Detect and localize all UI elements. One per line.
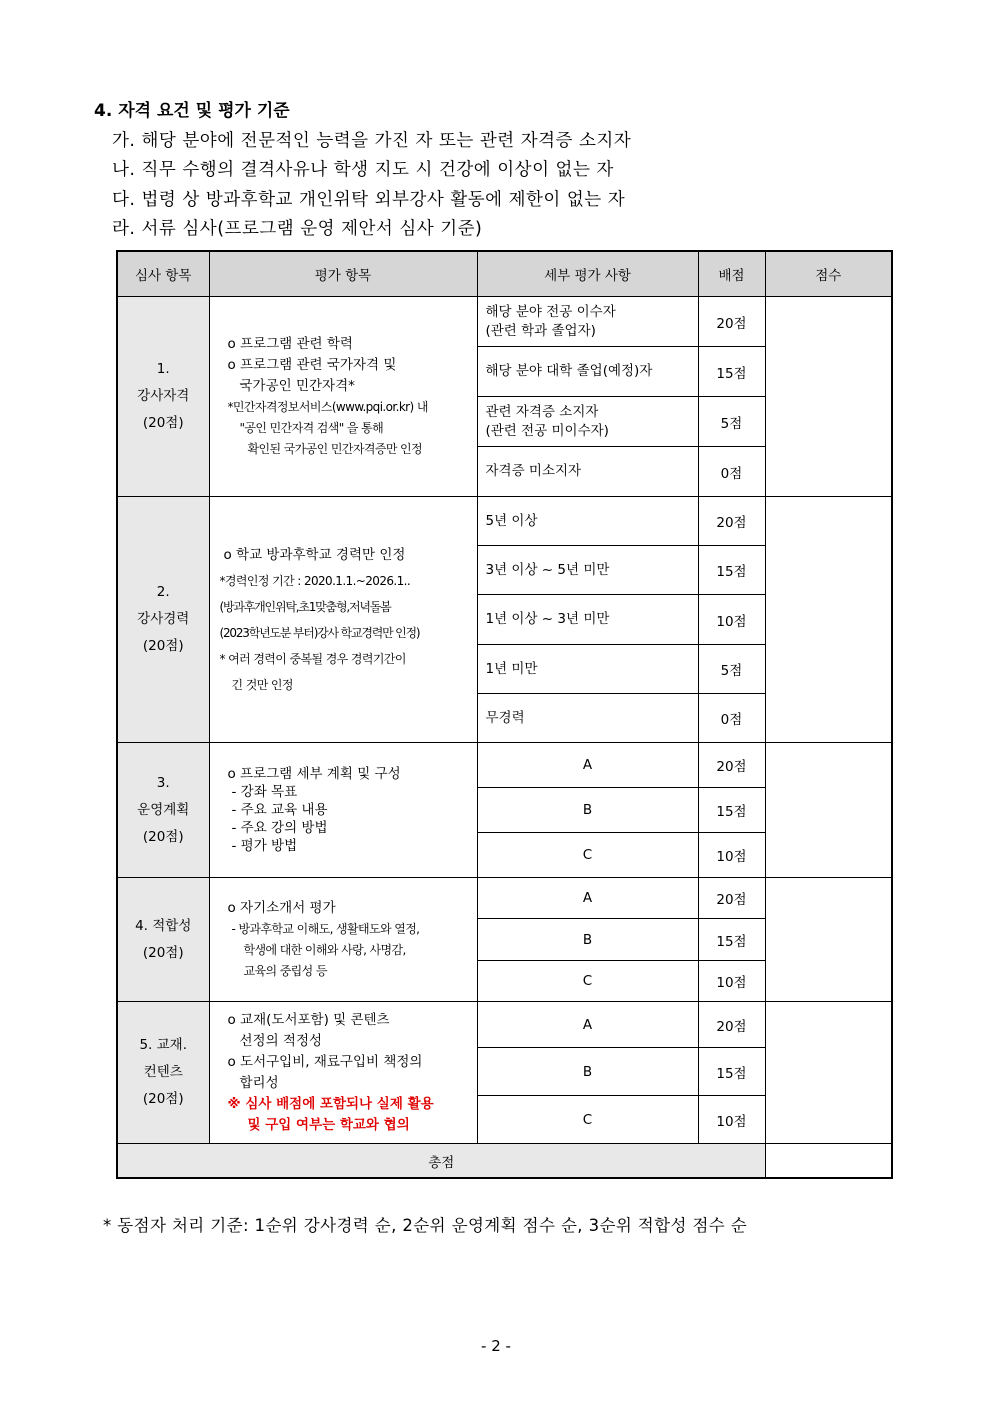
score-cell: 20점 [698,497,765,546]
note-line: 및 구입 여부는 학교와 협의 [247,1116,410,1133]
category-name: 강사경력 [137,611,190,627]
evaluation-item-cell [209,297,477,497]
score-cell: 10점 [698,961,765,1002]
table-row [117,297,892,347]
evaluation-item-cell [209,743,477,878]
grade-cell: C [477,833,698,878]
item-line: *경력인정 기간 : 2020.1.1.~2026.1.. [219,573,411,588]
score-cell: 20점 [698,297,765,347]
grade-cell: B [477,788,698,833]
grade-cell: B [477,1048,698,1096]
header-cell: 점수 [765,251,892,297]
item-line: 국가공인 민간자격* [239,377,355,394]
score-cell: 20점 [698,878,765,919]
detail-line: (관련 학과 졸업자) [485,322,596,339]
category-points: (20점) [142,638,184,654]
item-line: 확인된 국가공인 민간자격증만 인정 [247,441,423,456]
detail-line: 관련 자격증 소지자 [485,403,599,420]
section-heading: 4. 자격 요건 및 평가 기준 [94,101,290,121]
table-row [117,878,892,919]
detail-cell [477,297,698,347]
detail-cell: 자격증 미소지자 [477,447,698,497]
evaluation-item-cell [209,878,477,1002]
category-name: 강사자격 [137,388,190,404]
category-cell [117,297,209,497]
table-header-row [117,251,892,297]
score-cell: 10점 [698,595,765,645]
requirement-item: 다. 법령 상 방과후학교 개인위탁 외부강사 활동에 제한이 없는 자 [112,190,626,210]
tiebreak-footnote: * 동점자 처리 기준: 1순위 강사경력 순, 2순위 운영계획 점수 순, 3순위 적합성 점수 순 [103,1216,748,1235]
header-cell: 평가 항목 [209,251,477,297]
header-cell: 배점 [698,251,765,297]
category-name: 4. 적합성 [135,917,192,934]
item-line: o 자기소개서 평가 [227,899,336,916]
category-cell [117,878,209,1002]
item-line: 긴 것만 인정 [231,677,293,692]
category-number: 3. [156,774,170,791]
detail-cell: 5년 이상 [477,497,698,546]
score-input-cell[interactable] [765,297,892,497]
note-line: ※ 심사 배점에 포함되나 실제 활용 [227,1095,434,1112]
category-number: 1. [156,361,170,377]
item-line: - 주요 강의 방법 [231,820,328,836]
score-cell: 15점 [698,919,765,961]
item-line: - 평가 방법 [231,838,298,854]
category-name: 운영계획 [137,801,190,818]
category-cell [117,497,209,743]
category-points: (20점) [142,944,184,961]
item-line: o 프로그램 관련 학력 [227,335,353,352]
item-line: o 도서구입비, 재료구입비 책정의 [227,1053,423,1070]
score-cell: 20점 [698,1002,765,1048]
total-score-cell[interactable] [765,1144,892,1179]
category-name: 5. 교재. [139,1037,188,1053]
score-cell: 15점 [698,546,765,595]
grade-cell: C [477,1096,698,1144]
category-points: (20점) [142,415,184,431]
detail-cell: 1년 미만 [477,645,698,694]
item-line: * 여러 경력이 중복될 경우 경력기간이 [219,651,406,666]
evaluation-table [116,250,893,1179]
category-points: (20점) [142,1091,184,1107]
total-label: 총점 [117,1144,765,1179]
evaluation-item-cell [209,497,477,743]
item-line: o 교재(도서포함) 및 콘텐츠 [227,1011,390,1028]
table-row [117,743,892,788]
score-cell: 5점 [698,397,765,447]
score-input-cell[interactable] [765,497,892,743]
item-line: o 프로그램 세부 계획 및 구성 [227,766,401,782]
score-input-cell[interactable] [765,1002,892,1144]
grade-cell: A [477,1002,698,1048]
grade-cell: A [477,878,698,919]
detail-line: (관련 전공 미이수자) [485,422,609,439]
item-line: 교육의 중립성 등 [243,963,327,978]
score-cell: 15점 [698,347,765,397]
score-cell: 0점 [698,694,765,743]
evaluation-item-cell [209,1002,477,1144]
score-cell: 15점 [698,1048,765,1096]
score-input-cell[interactable] [765,743,892,878]
score-cell: 20점 [698,743,765,788]
table-row [117,1002,892,1048]
detail-cell [477,397,698,447]
score-cell: 5점 [698,645,765,694]
category-cell [117,1002,209,1144]
detail-line: 해당 분야 전공 이수자 [485,303,616,320]
score-cell: 10점 [698,1096,765,1144]
item-line: 학생에 대한 이해와 사랑, 사명감, [243,942,406,957]
detail-cell: 무경력 [477,694,698,743]
total-row [117,1144,892,1179]
category-number: 2. [156,584,170,600]
item-line: (방과후개인위탁,초1맞춤형,저녁돌봄 [219,599,391,614]
header-cell: 세부 평가 사항 [477,251,698,297]
item-line: - 주요 교육 내용 [231,802,328,818]
item-line: 합리성 [239,1074,279,1091]
category-name: 컨텐츠 [143,1064,183,1080]
detail-cell: 해당 분야 대학 졸업(예정)자 [477,347,698,397]
category-points: (20점) [142,828,184,845]
score-cell: 15점 [698,788,765,833]
score-input-cell[interactable] [765,878,892,1002]
header-cell: 심사 항목 [117,251,209,297]
detail-cell: 1년 이상 ~ 3년 미만 [477,595,698,645]
table-row [117,497,892,546]
item-line: o 프로그램 관련 국가자격 및 [227,356,397,373]
grade-cell: B [477,919,698,961]
item-line: 선정의 적정성 [239,1032,323,1049]
item-line: *민간자격정보서비스(www.pqi.or.kr) 내 [227,399,428,414]
page-number: - 2 - [481,1337,511,1355]
grade-cell: A [477,743,698,788]
item-line: (2023학년도분 부터)강사 학교경력만 인정) [219,625,420,640]
category-cell [117,743,209,878]
item-line: - 방과후학교 이해도, 생활태도와 열정, [231,921,420,936]
item-line: "공인 민간자격 검색" 을 통해 [239,420,384,435]
grade-cell: C [477,961,698,1002]
score-cell: 10점 [698,833,765,878]
detail-cell: 3년 이상 ~ 5년 미만 [477,546,698,595]
requirement-item: 가. 해당 분야에 전문적인 능력을 가진 자 또는 관련 자격증 소지자 [112,131,632,151]
item-line: - 강좌 목표 [231,784,298,800]
requirement-item: 라. 서류 심사(프로그램 운영 제안서 심사 기준) [112,219,483,239]
score-cell: 0점 [698,447,765,497]
item-line: o 학교 방과후학교 경력만 인정 [223,546,406,563]
requirement-item: 나. 직무 수행의 결격사유나 학생 지도 시 건강에 이상이 없는 자 [112,160,614,180]
